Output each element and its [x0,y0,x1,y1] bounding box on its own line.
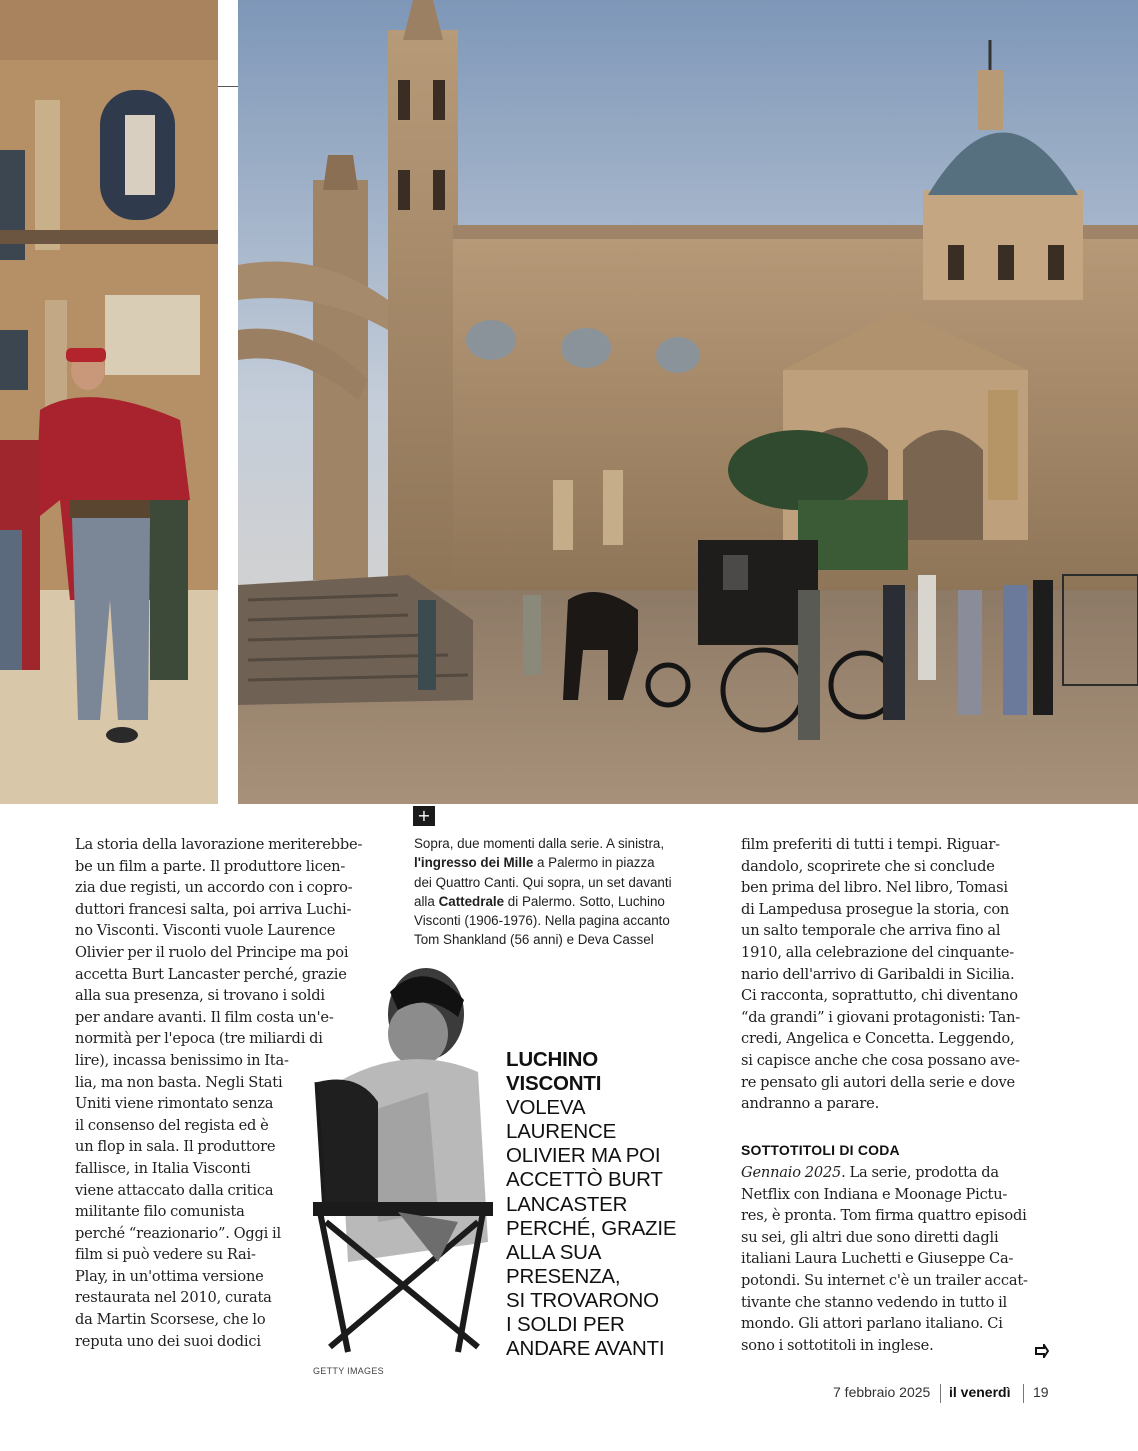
text-line: Olivier per il ruolo del Principe ma poi [75,943,349,961]
text-line: duttori francesi salta, poi arriva Luchi- [75,900,352,918]
lead-date: Gennaio 2025 [741,1164,842,1181]
page-number: 19 [1033,1384,1049,1400]
caption-line: Tom Shankland (56 anni) e Deva Cassel [414,932,654,948]
section-heading: SOTTOTITOLI DI CODA [741,1142,900,1158]
quote-line: LANCASTER [506,1192,628,1216]
footer-separator [1023,1384,1024,1403]
text-line: be un film a parte. Il produttore licen- [75,857,346,875]
text-line: 1910, alla celebrazione del cinquante- [741,943,1014,961]
pull-quote [506,1048,706,1361]
text-line: no Visconti. Visconti vuole Laurence [75,922,336,940]
quote-line: OLIVIER MA POI [506,1144,661,1168]
caption-line: Sopra, due momenti dalla serie. A sinistra, [414,836,665,851]
text-line: su sei, gli altri due sono diretti dagli [741,1228,999,1246]
footer-date: 7 febbraio 2025 [833,1384,931,1400]
text-line: res, è pronta. Tom firma quattro episodi [741,1207,1027,1225]
article-column-3-continued [741,1162,1053,1356]
lead-text: . La serie, prodotta da [841,1164,999,1181]
quote-line: ACCETTÒ BURT [506,1168,663,1192]
caption-text: alla [414,893,439,909]
text-line: un flop in sala. Il produttore [75,1138,276,1156]
caption-line [414,853,714,872]
end-of-article-arrow-icon [1035,1343,1049,1357]
text-line: militante filo comunista [75,1203,245,1221]
text-line: alla sua presenza, si trovano i soldi [75,987,325,1005]
text-line: Play, in un'ottima versione [75,1267,264,1285]
text-line: un salto temporale che arriva fino al [741,922,1001,940]
text-line: potondi. Su internet c'è un trailer accat- [741,1271,1028,1289]
quote-line: ANDARE AVANTI [506,1337,665,1361]
visconti-portrait-illustration [308,962,506,1360]
text-line: italiani Laura Luchetti e Giuseppe Ca- [741,1250,1014,1268]
footer-magazine-name: il venerdì [949,1384,1011,1400]
caption-line [414,892,714,911]
text-line: sono i sottotitoli in inglese. [741,1336,934,1354]
caption-text: di Palermo. Sotto, Luchino [504,893,665,909]
text-line: da Martin Scorsese, che lo [75,1311,266,1329]
text-line: si capisce anche che cosa possano ave- [741,1051,1020,1069]
text-line: Ci racconta, soprattutto, chi diventano [741,987,1018,1005]
text-line: credi, Angelica e Concetta. Leggendo, [741,1030,1015,1048]
text-line: fallisce, in Italia Visconti [75,1159,251,1177]
text-line: La storia della lavorazione meriterebbe- [75,836,363,853]
footer-separator [940,1384,941,1403]
text-line: “da grandi” i giovani protagonisti: Tan- [741,1008,1020,1026]
quattro-canti-illustration [0,0,218,804]
caption-text: a Palermo in piazza [533,855,655,871]
text-line: lia, ma non basta. Negli Stati [75,1073,283,1091]
text-line: ben prima del libro. Nel libro, Tomasi [741,879,1008,897]
quote-line: SI TROVARONO [506,1288,659,1312]
text-line: Uniti viene rimontato senza [75,1095,274,1113]
plus-icon: + [413,806,435,826]
text-line: viene attaccato dalla critica [75,1181,274,1199]
text-line: tivante che stanno vedendo in tutto il [741,1293,1008,1311]
text-line: normità per l'epoca (tre miliardi di [75,1030,323,1048]
caption-highlight: Cattedrale [438,893,505,909]
quote-name-line: LUCHINO [506,1048,598,1071]
quote-line: VOLEVA [506,1096,586,1120]
quote-line: ALLA SUA [506,1240,602,1264]
text-line: di Lampedusa prosegue la storia, con [741,900,1010,918]
photo-caption [414,834,714,950]
cathedral-illustration [238,0,1138,804]
photo-credit: GETTY IMAGES [313,1366,384,1376]
caption-highlight: l'ingresso dei Mille [414,855,534,871]
quote-line: PERCHÉ, GRAZIE [506,1216,677,1240]
article-column-3 [741,834,1053,1115]
text-line: film si può vedere su Rai- [75,1246,256,1264]
text-line: per andare avanti. Il film costa un'e- [75,1008,334,1026]
quote-line: PRESENZA, [506,1264,621,1288]
photo-ingresso-dei-mille [0,0,218,804]
divider-line [218,86,238,87]
text-line: re pensato gli autori della serie e dove [741,1073,1015,1091]
caption-line: Visconti (1906-1976). Nella pagina accanto [414,913,670,929]
photo-luchino-visconti [308,962,506,1360]
text-line: Netflix con Indiana e Moonage Pictu- [741,1185,1008,1203]
quote-line: LAURENCE [506,1120,617,1144]
quote-line: I SOLDI PER [506,1313,625,1337]
text-line: lire), incassa benissimo in Ita- [75,1051,289,1069]
text-line: zia due registi, un accordo con i copro- [75,879,353,897]
text-line: accetta Burt Lancaster perché, grazie [75,965,347,983]
photo-cattedrale-di-palermo [238,0,1138,804]
caption-line: dei Quattro Canti. Qui sopra, un set davanti [414,874,672,890]
quote-name-line: VISCONTI [506,1072,602,1096]
text-line: nario dell'arrivo di Garibaldi in Sicilia. [741,965,1015,983]
text-line: andranno a parare. [741,1095,880,1113]
text-line [741,1162,1053,1184]
text-line: mondo. Gli attori parlano italiano. Ci [741,1315,1003,1333]
text-line: reputa uno dei suoi dodici [75,1332,261,1350]
text-line: restaurata nel 2010, curata [75,1289,272,1307]
text-line: film preferiti di tutti i tempi. Riguar- [741,836,1000,853]
text-line: dandolo, scoprirete che si conclude [741,857,995,875]
text-line: il consenso del regista ed è [75,1116,269,1134]
article-column-1 [75,834,363,1352]
text-line: perché “reazionario”. Oggi il [75,1224,281,1242]
